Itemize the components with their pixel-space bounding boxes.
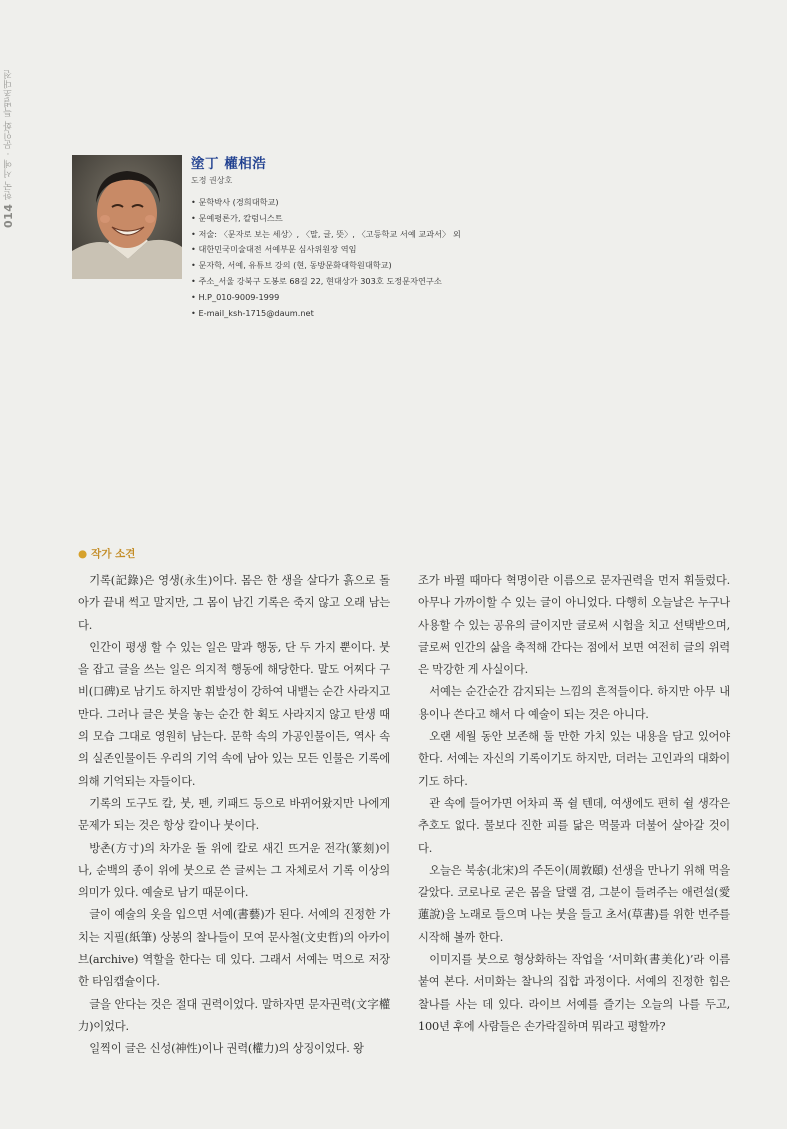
essay-paragraph-continued: 조가 바뀔 때마다 혁명이란 이름으로 문자권력을 먼저 휘둘렀다. 아무나 가까이할 수 있는 글이 아니었다. 다행히 오늘날은 누구나 사용할 수 있는 공유의 글이지만 글로써 시험을 치고 선택받으며, 글로써 인간의 삶을 축적해 간다는 점에서 보면 여전히 글의 위력은 막강한 게 사실이다. — [418, 574, 730, 677]
essay-column-left — [78, 570, 390, 1061]
essay-paragraph: 오랜 세월 동안 보존해 둘 만한 가치 있는 내용을 담고 있어야 한다. 서예는 자신의 기록이기도 하지만, 더러는 고인과의 대화이기도 하다. — [418, 730, 730, 788]
page-number: 014 — [2, 203, 15, 228]
author-subname: 도정 권상호 — [191, 176, 233, 185]
essay-paragraph: 글이 예술의 옷을 입으면 서예(書藝)가 된다. 서예의 진정한 가치는 지필(紙筆) 상봉의 찰나들이 모여 문사철(文史哲)의 아카이브(archive) 역할을 한다는 데 있다. 그래서 서예는 먹으로 저장한 타임캡슐이다. — [78, 908, 390, 989]
author-profile — [191, 152, 631, 321]
running-header-text: 한국 서예 · 문인화 특별초대전 — [4, 69, 14, 201]
author-portrait-image — [72, 155, 182, 279]
detail-item: • 문학박사 (경희대학교) — [191, 195, 631, 211]
essay-paragraph: 일찍이 글은 신성(神性)이나 권력(權力)의 상징이었다. 왕 — [89, 1042, 364, 1056]
essay-paragraph: 글을 안다는 것은 절대 권력이었다. 말하자면 문자권력(文字權力)이었다. — [78, 997, 390, 1033]
essay-paragraph: 오늘은 북송(北宋)의 주돈이(周敦頤) 선생을 만나기 위해 먹을 갈았다. 코로나로 굳은 몸을 달랠 겸, 그분이 들려주는 애련설(愛蓮說)을 노래로 들으며 나는 붓을 들고 초서(草書)를 위한 번주를 시작해 볼까 한다. — [418, 863, 730, 944]
author-photo — [72, 155, 182, 279]
author-details-list — [191, 195, 631, 321]
essay-paragraph: 서예는 순간순간 감지되는 느낌의 흔적들이다. 하지만 아무 내용이나 쓴다고 해서 다 예술이 되는 것은 아니다. — [418, 685, 730, 721]
detail-item: • E-mail_ksh-1715@daum.net — [191, 306, 631, 322]
section-heading — [78, 546, 135, 561]
essay-paragraph: 인간이 평생 할 수 있는 일은 말과 행동, 단 두 가지 뿐이다. 붓을 잡고 글을 쓰는 일은 의지적 행동에 해당한다. 말도 어찌다 구비(口碑)로 남기도 하지만 휘발성이 강하여 내뱉는 순간 사라지고 만다. 그러나 글은 붓을 놓는 순간 한 획도 사라지지 않고 탄생 때의 모습 그대로 영원히 남는다. 문학 속의 가공인물이든, 역사 속의 실존인물이든 우리의 기억 속에 남아 있는 모든 인물은 기록에 의해 기억되는 자들이다. — [78, 640, 390, 788]
detail-item: • 대한민국미술대전 서예부문 심사위원장 역임 — [191, 242, 631, 258]
detail-item: • 저술: 〈문자로 보는 세상〉, 〈말, 글, 뜻〉, 〈고등학교 서예 교과서〉 외 — [191, 227, 631, 243]
essay-column-right — [418, 570, 730, 1038]
essay-paragraph: 관 속에 들어가면 어차피 푹 쉴 텐데, 여생에도 편히 쉴 생각은 추호도 없다. 물보다 진한 피를 닮은 먹물과 더불어 살아갈 것이다. — [418, 796, 730, 855]
section-heading-text: 작가 소견 — [91, 548, 136, 560]
essay-paragraph: 이미지를 붓으로 형상화하는 작업을 ‘서미화(書美化)’라 이름 붙여 본다. 서미화는 찰나의 집합 과정이다. 서예의 진정한 힘은 찰나를 사는 데 있다. 라이브 서예를 즐기는 오늘의 나를 두고, 100년 후에 사람들은 손가락질하며 뭐라고 평할까? — [418, 953, 730, 1033]
essay-paragraph: 방촌(方寸)의 차가운 돌 위에 칼로 새긴 뜨거운 전각(篆刻)이나, 순백의 종이 위에 붓으로 쓴 글씨는 그 자체로서 기록 이상의 의미가 있다. 예술로 남기 때문이다. — [78, 841, 390, 900]
detail-item: • 주소_서울 강북구 도봉로 68길 22, 현대상가 303호 도정문자연구소 — [191, 274, 631, 290]
detail-item: • 문예평론가, 칼럼니스트 — [191, 211, 631, 227]
detail-item: • H.P_010-9009-1999 — [191, 290, 631, 306]
author-name: 塗丁 權相浩 — [191, 156, 267, 172]
essay-paragraph: 기록의 도구도 칼, 붓, 펜, 키패드 등으로 바뀌어왔지만 나에게 문제가 되는 것은 항상 칼이나 붓이다. — [78, 796, 390, 833]
essay-paragraph: 기록(記錄)은 영생(永生)이다. 몸은 한 생을 살다가 흙으로 돌아가 끝내 썩고 말지만, 그 몸이 남긴 기록은 죽지 않고 오래 남는다. — [78, 574, 390, 632]
running-header — [2, 38, 24, 228]
bullet-dot-icon: ● — [78, 548, 88, 560]
detail-item: • 문자학, 서예, 유튜브 강의 (현, 동방문화대학원대학교) — [191, 258, 631, 274]
